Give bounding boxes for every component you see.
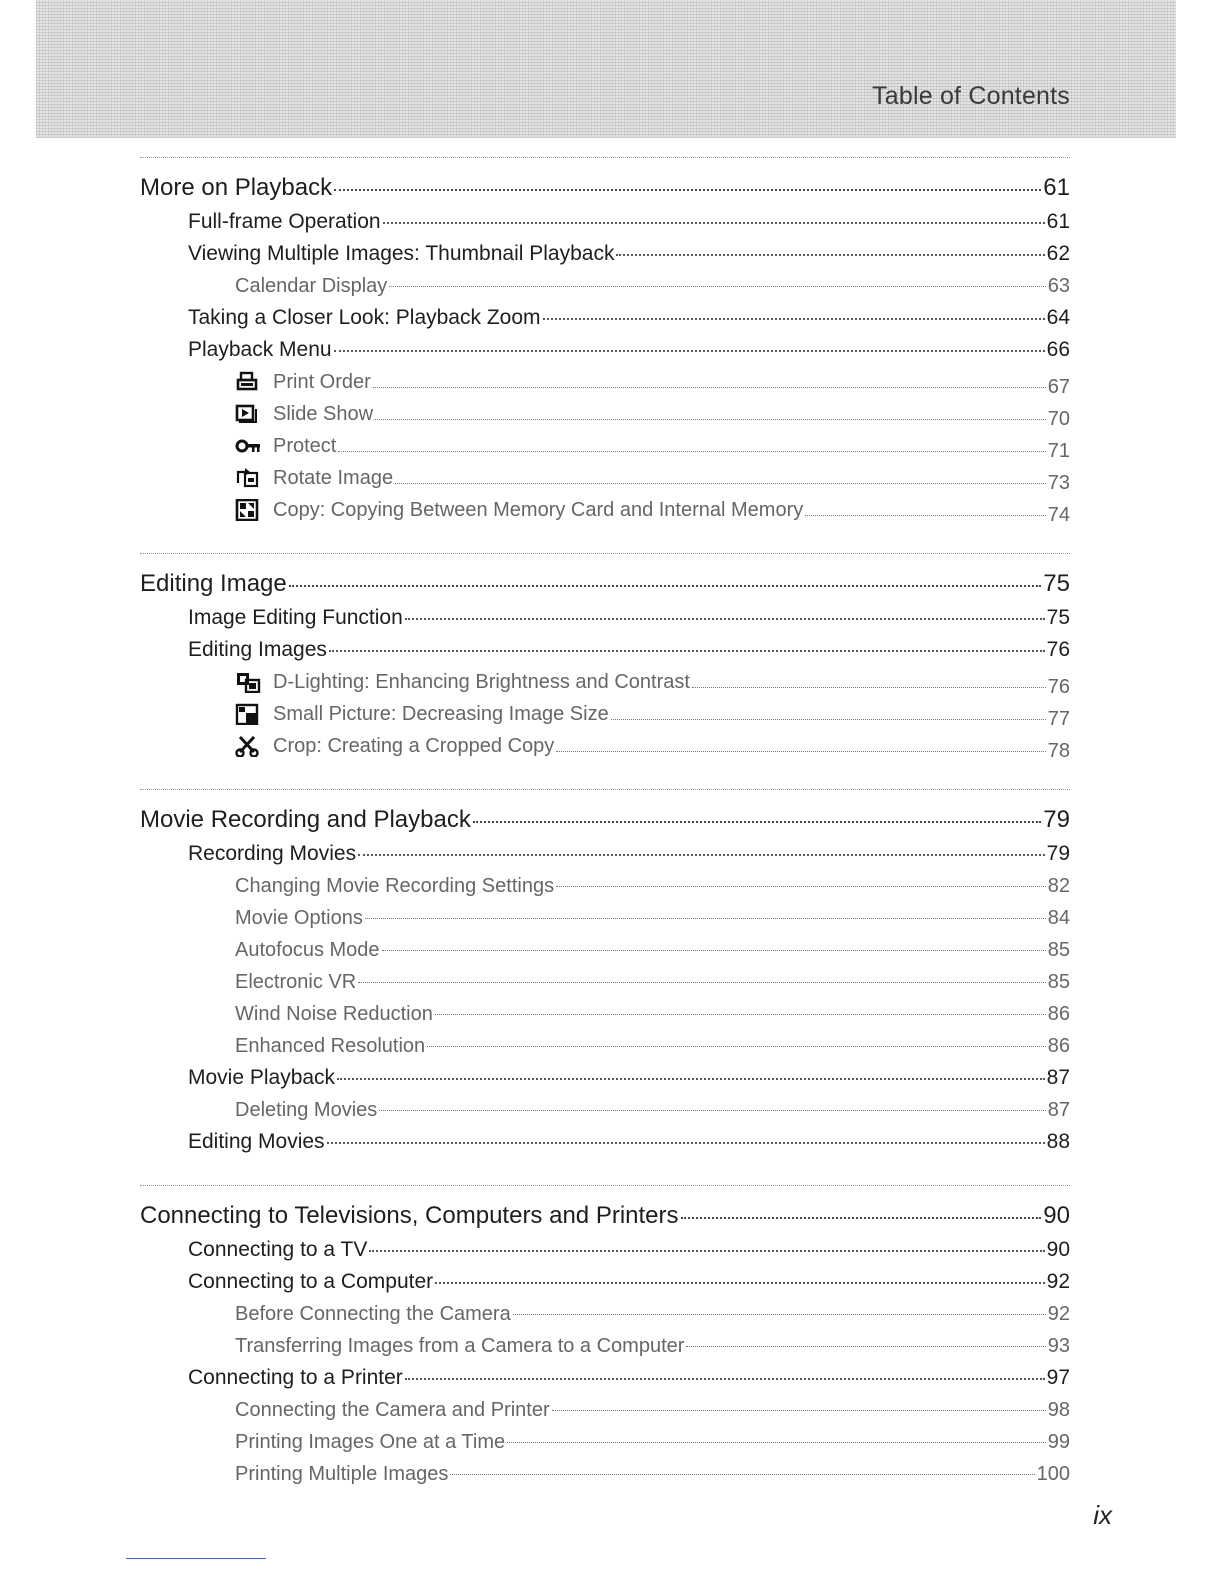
toc-entry-label: Movie Recording and Playback [140,806,471,833]
toc-section-entry[interactable] [140,334,1070,366]
dot-leader [379,1110,1045,1111]
toc-page-number: 76 [1047,676,1070,698]
page-number: ix [1093,1500,1112,1530]
toc-entry-label-wrap [235,398,373,430]
toc-entry-label-wrap [140,1198,679,1234]
toc-subsection-entry[interactable] [140,1394,1070,1426]
dot-leader [289,585,1042,587]
dot-leader [692,687,1046,688]
toc-entry-label: Electronic VR [235,971,357,993]
toc-chapter-entry[interactable] [140,170,1070,206]
toc-page-number: 77 [1047,708,1070,730]
toc-subsection-entry[interactable] [140,398,1070,430]
crop-scissors-icon [235,735,261,757]
dot-leader [507,1442,1046,1443]
toc-section-entry[interactable] [140,238,1070,270]
dot-leader [369,1250,1044,1252]
toc-entry-label: Autofocus Mode [235,939,380,961]
dot-leader [556,886,1046,887]
toc-entry-label: Transferring Images from a Camera to a Computer [235,1335,685,1357]
toc-entry-label: Changing Movie Recording Settings [235,875,555,897]
toc-entry-label-wrap [188,1062,335,1094]
toc-chapter-entry[interactable] [140,566,1070,602]
toc-entry-label: Image Editing Function [188,606,403,629]
dot-leader [543,318,1045,320]
toc-subsection-entry[interactable] [140,1426,1070,1458]
toc-entry-label-wrap [188,334,332,366]
toc-section [140,157,1070,526]
toc-subsection-entry[interactable] [140,430,1070,462]
toc-entry-label: More on Playback [140,174,333,201]
dot-leader [805,515,1046,516]
toc-page-number: 75 [1046,606,1070,629]
toc-entry-label-wrap [235,870,554,902]
toc-entry-label-wrap [235,462,393,494]
dot-leader [473,821,1041,823]
toc-entry-label: Crop: Creating a Cropped Copy [273,735,555,757]
dot-leader [686,1346,1045,1347]
dot-leader [405,618,1045,620]
dot-leader [611,719,1046,720]
toc-entry-label: Editing Images [188,638,327,661]
toc-page-number: 62 [1046,242,1070,265]
toc-entry-label-wrap [188,1126,325,1158]
toc-entry-label: Editing Image [140,570,287,597]
toc-entry-label: Protect [273,435,337,457]
toc-entry-label-wrap [188,1362,403,1394]
toc-entry-label-wrap [188,602,403,634]
toc-entry-label-wrap [188,206,381,238]
dot-leader [358,854,1045,856]
toc-section-entry[interactable] [140,206,1070,238]
toc-entry-label-wrap [235,1030,425,1062]
toc-entry-label: Enhanced Resolution [235,1035,426,1057]
toc-subsection-entry[interactable] [140,966,1070,998]
toc-page-number: 86 [1047,1003,1070,1025]
toc-entry-label: Playback Menu [188,338,332,361]
footer-rule [126,1558,266,1559]
dot-leader [365,918,1046,919]
toc-page-number: 87 [1047,1099,1070,1121]
toc-subsection-entry[interactable] [140,1030,1070,1062]
dot-leader [450,1474,1034,1475]
toc-page-number: 70 [1047,408,1070,430]
toc-entry-label: Slide Show [273,403,374,425]
toc-section [140,789,1070,1158]
toc-entry-label-wrap [235,966,356,998]
toc-section-entry[interactable] [140,634,1070,666]
toc-page-number: 92 [1047,1303,1070,1325]
slide-show-icon [235,403,261,425]
toc-entry-label-wrap [235,730,554,762]
toc-page-number: 85 [1047,971,1070,993]
dot-leader [358,982,1046,983]
toc-section-entry[interactable] [140,1234,1070,1266]
toc-subsection-entry[interactable] [140,366,1070,398]
toc-subsection-entry[interactable] [140,1298,1070,1330]
toc-page-number: 61 [1046,210,1070,233]
page-header-title: Table of Contents [872,82,1070,110]
toc-entry-label-wrap [235,1394,550,1426]
toc-page-number: 79 [1043,806,1070,833]
toc-entry-label: Connecting to Televisions, Computers and Printers [140,1202,679,1229]
dot-leader [338,451,1045,452]
toc-page-number: 71 [1047,440,1070,462]
toc-entry-label-wrap [140,566,287,602]
dot-leader [395,483,1046,484]
toc-entry-label: Calendar Display [235,275,388,297]
toc-subsection-entry[interactable] [140,998,1070,1030]
d-lighting-icon [235,671,261,693]
toc-page-number: 63 [1047,275,1070,297]
toc-page-number: 87 [1046,1066,1070,1089]
toc-page-number: 92 [1046,1270,1070,1293]
toc-entry-label: Taking a Closer Look: Playback Zoom [188,306,541,329]
toc-page-number: 66 [1046,338,1070,361]
dot-leader [329,650,1045,652]
toc-entry-label-wrap [235,1426,505,1458]
toc-section-entry[interactable] [140,1362,1070,1394]
toc-section-entry[interactable] [140,1126,1070,1158]
toc-page-number: 97 [1046,1366,1070,1389]
toc-page-number: 100 [1036,1463,1070,1485]
toc-entry-label-wrap [235,1094,377,1126]
toc-page-number: 67 [1047,376,1070,398]
toc-page-number: 76 [1046,638,1070,661]
toc-page-number: 61 [1043,174,1070,201]
toc-page-number: 79 [1046,842,1070,865]
toc-entry-label: Connecting the Camera and Printer [235,1399,550,1421]
toc-entry-label: Movie Playback [188,1066,336,1089]
dot-leader [427,1046,1046,1047]
toc-entry-label-wrap [188,1234,367,1266]
toc-section-entry[interactable] [140,1062,1070,1094]
toc-entry-label: Full-frame Operation [188,210,381,233]
dot-leader [373,387,1046,388]
header-band [36,0,1176,138]
toc-page-number: 84 [1047,907,1070,929]
toc-page-number: 93 [1047,1335,1070,1357]
toc-section-entry[interactable] [140,838,1070,870]
toc-entry-label: Connecting to a TV [188,1238,368,1261]
toc-entry-label-wrap [235,698,609,730]
toc-entry-label-wrap [235,1330,684,1362]
toc-entry-label-wrap [140,170,332,206]
toc-page-number: 90 [1046,1238,1070,1261]
toc-entry-label: Movie Options [235,907,363,929]
toc-subsection-entry[interactable] [140,934,1070,966]
toc-page-number: 85 [1047,939,1070,961]
toc-page-number: 90 [1043,1202,1070,1229]
dot-leader [513,1314,1046,1315]
toc-subsection-entry[interactable] [140,494,1070,526]
toc-subsection-entry[interactable] [140,698,1070,730]
dot-leader [552,1410,1046,1411]
toc-entry-label: Printing Images One at a Time [235,1431,506,1453]
toc-chapter-entry[interactable] [140,1198,1070,1234]
toc-page-number: 74 [1047,504,1070,526]
toc-entry-label: Printing Multiple Images [235,1463,449,1485]
dot-leader [616,254,1044,256]
toc-page-number: 75 [1043,570,1070,597]
toc-page-number: 88 [1046,1130,1070,1153]
toc-entry-label-wrap [235,366,371,398]
toc-entry-label: Print Order [273,371,371,393]
dot-leader [327,1142,1045,1144]
toc-subsection-entry[interactable] [140,1094,1070,1126]
toc-section [140,1185,1070,1490]
toc-subsection-entry[interactable] [140,870,1070,902]
dot-leader [337,1078,1045,1080]
toc-subsection-entry[interactable] [140,730,1070,762]
toc-entry-label-wrap [235,494,803,526]
toc-subsection-entry[interactable] [140,666,1070,698]
toc-chapter-entry[interactable] [140,802,1070,838]
toc-entry-label-wrap [235,430,336,462]
toc-page-number: 78 [1047,740,1070,762]
toc-entry-label: Wind Noise Reduction [235,1003,433,1025]
toc-entry-label-wrap [188,838,356,870]
dot-leader [556,751,1045,752]
dot-leader [375,419,1046,420]
toc-subsection-entry[interactable] [140,1458,1070,1490]
toc-entry-label-wrap [235,270,387,302]
dot-leader [382,950,1046,951]
dot-leader [389,286,1045,287]
toc-entry-label: Recording Movies [188,842,357,865]
toc-page-number: 98 [1047,1399,1070,1421]
toc-entry-label: D-Lighting: Enhancing Brightness and Contrast [273,671,690,693]
protect-key-icon [235,435,261,457]
toc-page-number: 64 [1046,306,1070,329]
rotate-image-icon [235,467,261,489]
dot-leader [435,1282,1045,1284]
toc-entry-label: Before Connecting the Camera [235,1303,511,1325]
dot-leader [334,350,1045,352]
toc-entry-label: Connecting to a Computer [188,1270,434,1293]
toc-entry-label-wrap [235,902,363,934]
toc-entry-label: Small Picture: Decreasing Image Size [273,703,609,725]
toc-entry-label-wrap [235,934,380,966]
toc-entry-label-wrap [188,238,614,270]
toc-entry-label-wrap [235,666,690,698]
toc-entry-label: Connecting to a Printer [188,1366,403,1389]
toc-subsection-entry[interactable] [140,1330,1070,1362]
toc-subsection-entry[interactable] [140,270,1070,302]
toc-section-entry[interactable] [140,1266,1070,1298]
small-picture-icon [235,703,261,725]
copy-icon [235,499,261,521]
toc-entry-label: Rotate Image [273,467,394,489]
print-order-icon [235,371,261,393]
toc-entry-label-wrap [235,1298,511,1330]
toc-page-number: 82 [1047,875,1070,897]
toc-page-number: 99 [1047,1431,1070,1453]
toc-subsection-entry[interactable] [140,902,1070,934]
toc-entry-label-wrap [188,1266,433,1298]
toc-entry-label-wrap [188,302,541,334]
dot-leader [334,189,1041,191]
toc-entry-label: Viewing Multiple Images: Thumbnail Playback [188,242,615,265]
dot-leader [383,222,1045,224]
toc-entry-label: Copy: Copying Between Memory Card and Internal Memory [273,499,804,521]
toc-entry-label-wrap [235,1458,448,1490]
toc-entry-label-wrap [140,802,471,838]
toc-subsection-entry[interactable] [140,462,1070,494]
toc-page-number: 86 [1047,1035,1070,1057]
toc-entry-label-wrap [188,634,327,666]
toc-section-entry[interactable] [140,602,1070,634]
toc-section-entry[interactable] [140,302,1070,334]
toc-entry-label: Deleting Movies [235,1099,378,1121]
dot-leader [681,1217,1042,1219]
toc-section [140,553,1070,762]
dot-leader [435,1014,1046,1015]
toc-entry-label-wrap [235,998,433,1030]
dot-leader [405,1378,1045,1380]
toc-page-number: 73 [1047,472,1070,494]
toc-entry-label: Editing Movies [188,1130,325,1153]
